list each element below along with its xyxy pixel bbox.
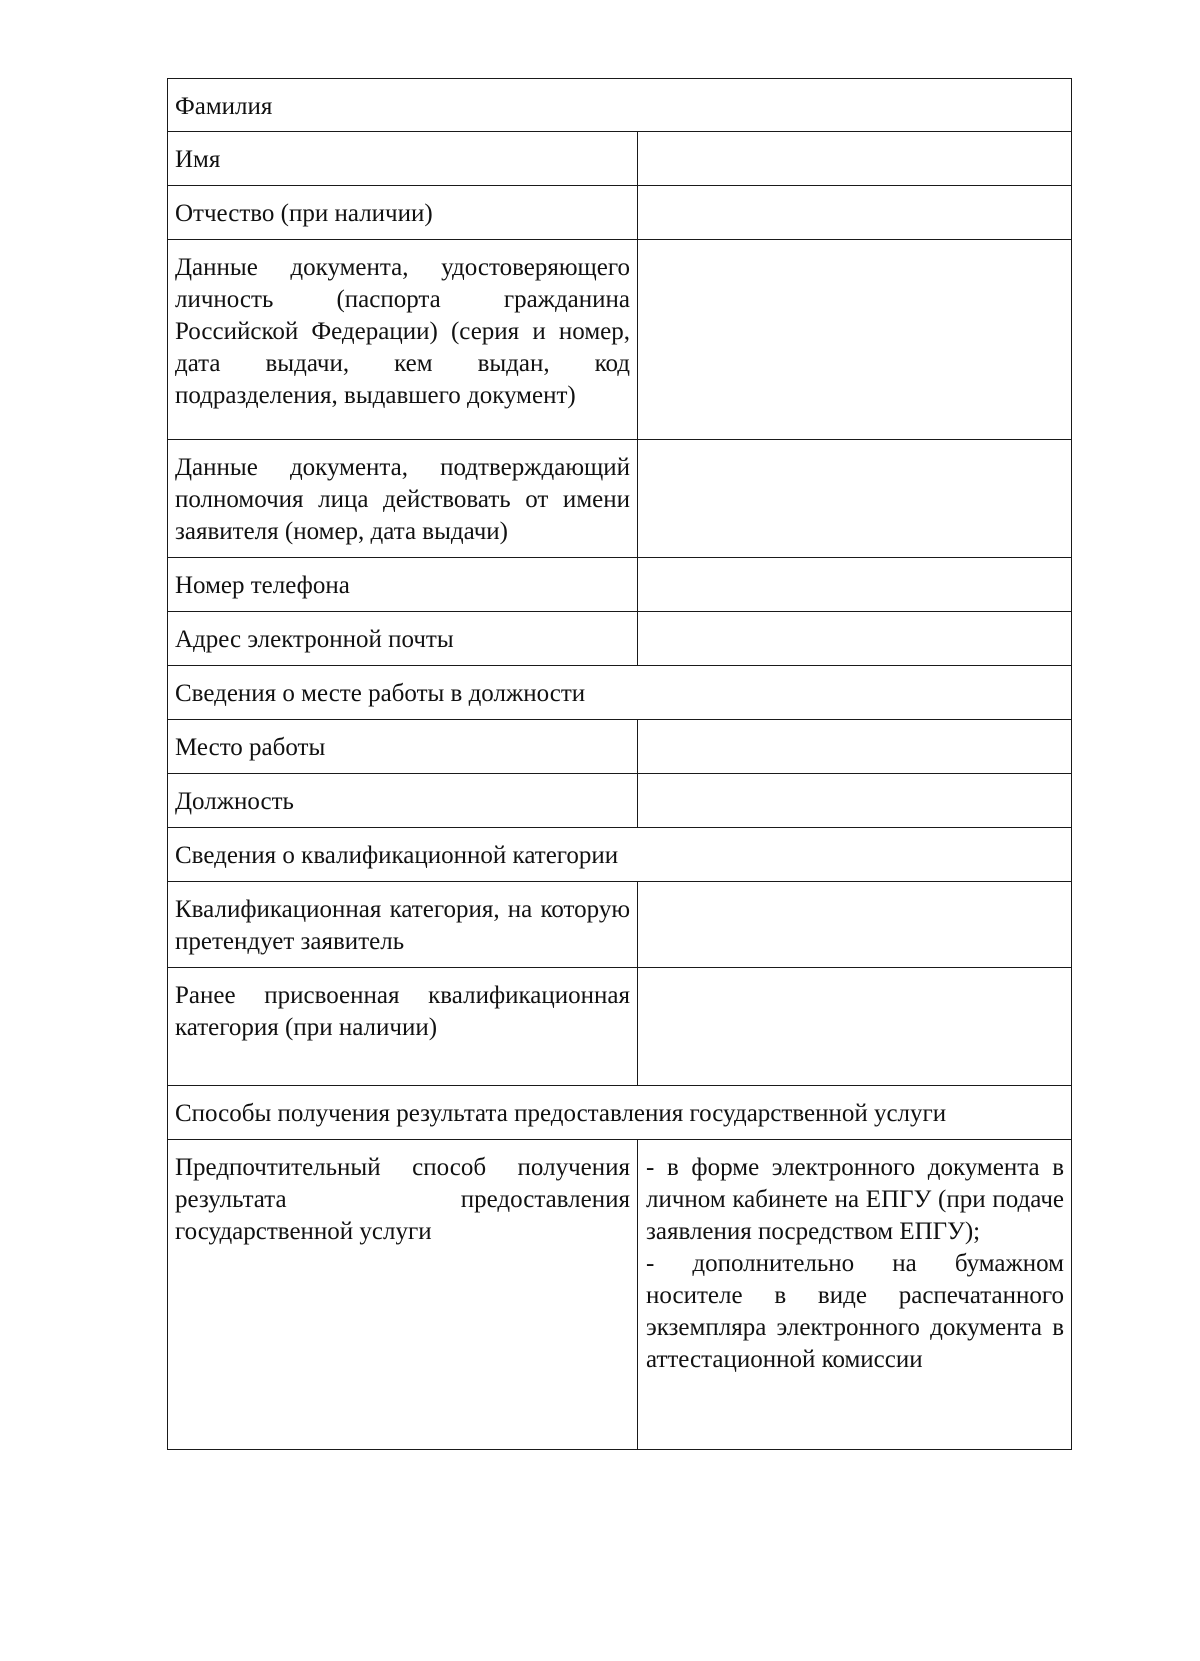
phone-label: Номер телефона (175, 572, 350, 599)
name-label: Имя (175, 146, 221, 173)
patronymic-value-cell[interactable] (638, 186, 1072, 240)
qualification-section-cell (168, 828, 1072, 882)
claimed-category-label: Квалификационная категория, на которую претендует заявитель (175, 896, 630, 955)
position-label: Должность (175, 788, 294, 815)
qualification-section-title: Сведения о квалификационной категории (175, 842, 619, 869)
phone-value-cell[interactable] (638, 558, 1072, 612)
identity-doc-value-cell[interactable] (638, 240, 1072, 440)
work-section-title: Сведения о месте работы в должности (175, 680, 586, 707)
workplace-label-cell (168, 720, 638, 774)
email-row (168, 612, 1072, 666)
position-value-cell[interactable] (638, 774, 1072, 828)
authority-doc-value-cell[interactable] (638, 440, 1072, 558)
work-section-cell (168, 666, 1072, 720)
authority-doc-label: Данные документа, подтверждающий полномочия лица действовать от имени заявителя (номер, дата выдачи) (175, 454, 630, 545)
patronymic-row (168, 186, 1072, 240)
surname-label-cell (168, 79, 1072, 132)
option-paper-copy: - дополнительно на бумажном носителе в виде распечатанного экземпляра электронного документа в аттестационной комиссии (646, 1250, 1064, 1373)
patronymic-label-cell (168, 186, 638, 240)
position-row (168, 774, 1072, 828)
result-section-title: Способы получения результата предоставления государственной услуги (175, 1100, 947, 1127)
previous-category-label: Ранее присвоенная квалификационная категория (при наличии) (175, 982, 630, 1041)
previous-category-label-cell (168, 968, 638, 1086)
authority-doc-label-cell (168, 440, 638, 558)
workplace-row (168, 720, 1072, 774)
email-label-cell (168, 612, 638, 666)
claimed-category-label-cell (168, 882, 638, 968)
qualification-section-row (168, 828, 1072, 882)
result-section-row (168, 1086, 1072, 1140)
previous-category-row (168, 968, 1072, 1086)
workplace-value-cell[interactable] (638, 720, 1072, 774)
phone-row (168, 558, 1072, 612)
phone-label-cell (168, 558, 638, 612)
claimed-category-row (168, 882, 1072, 968)
name-value-cell[interactable] (638, 132, 1072, 186)
name-row (168, 132, 1072, 186)
patronymic-label: Отчество (при наличии) (175, 200, 433, 227)
result-section-cell (168, 1086, 1072, 1140)
option-electronic-document: - в форме электронного документа в личном кабинете на ЕПГУ (при подаче заявления посредством ЕПГУ); (646, 1154, 1064, 1245)
authority-doc-row (168, 440, 1072, 558)
identity-doc-label-cell (168, 240, 638, 440)
workplace-label: Место работы (175, 734, 326, 761)
email-label: Адрес электронной почты (175, 626, 454, 653)
identity-doc-row (168, 240, 1072, 440)
preferred-method-options (638, 1140, 1071, 1384)
name-label-cell (168, 132, 638, 186)
surname-row (168, 79, 1072, 132)
preferred-method-label: Предпочтительный способ получения результата предоставления государственной услуги (175, 1154, 630, 1245)
work-section-row (168, 666, 1072, 720)
previous-category-value-cell[interactable] (638, 968, 1072, 1086)
applicant-form-table (167, 78, 1072, 1450)
identity-doc-label: Данные документа, удостоверяющего личность (паспорта гражданина Российской Федерации) (серия и номер, дата выдачи, кем выдан, код подразделения, выдавшего документ) (175, 254, 630, 409)
position-label-cell (168, 774, 638, 828)
preferred-method-row (168, 1140, 1072, 1450)
preferred-method-label-cell (168, 1140, 638, 1450)
email-value-cell[interactable] (638, 612, 1072, 666)
surname-label: Фамилия (175, 93, 273, 120)
preferred-method-value-cell (638, 1140, 1072, 1450)
claimed-category-value-cell[interactable] (638, 882, 1072, 968)
